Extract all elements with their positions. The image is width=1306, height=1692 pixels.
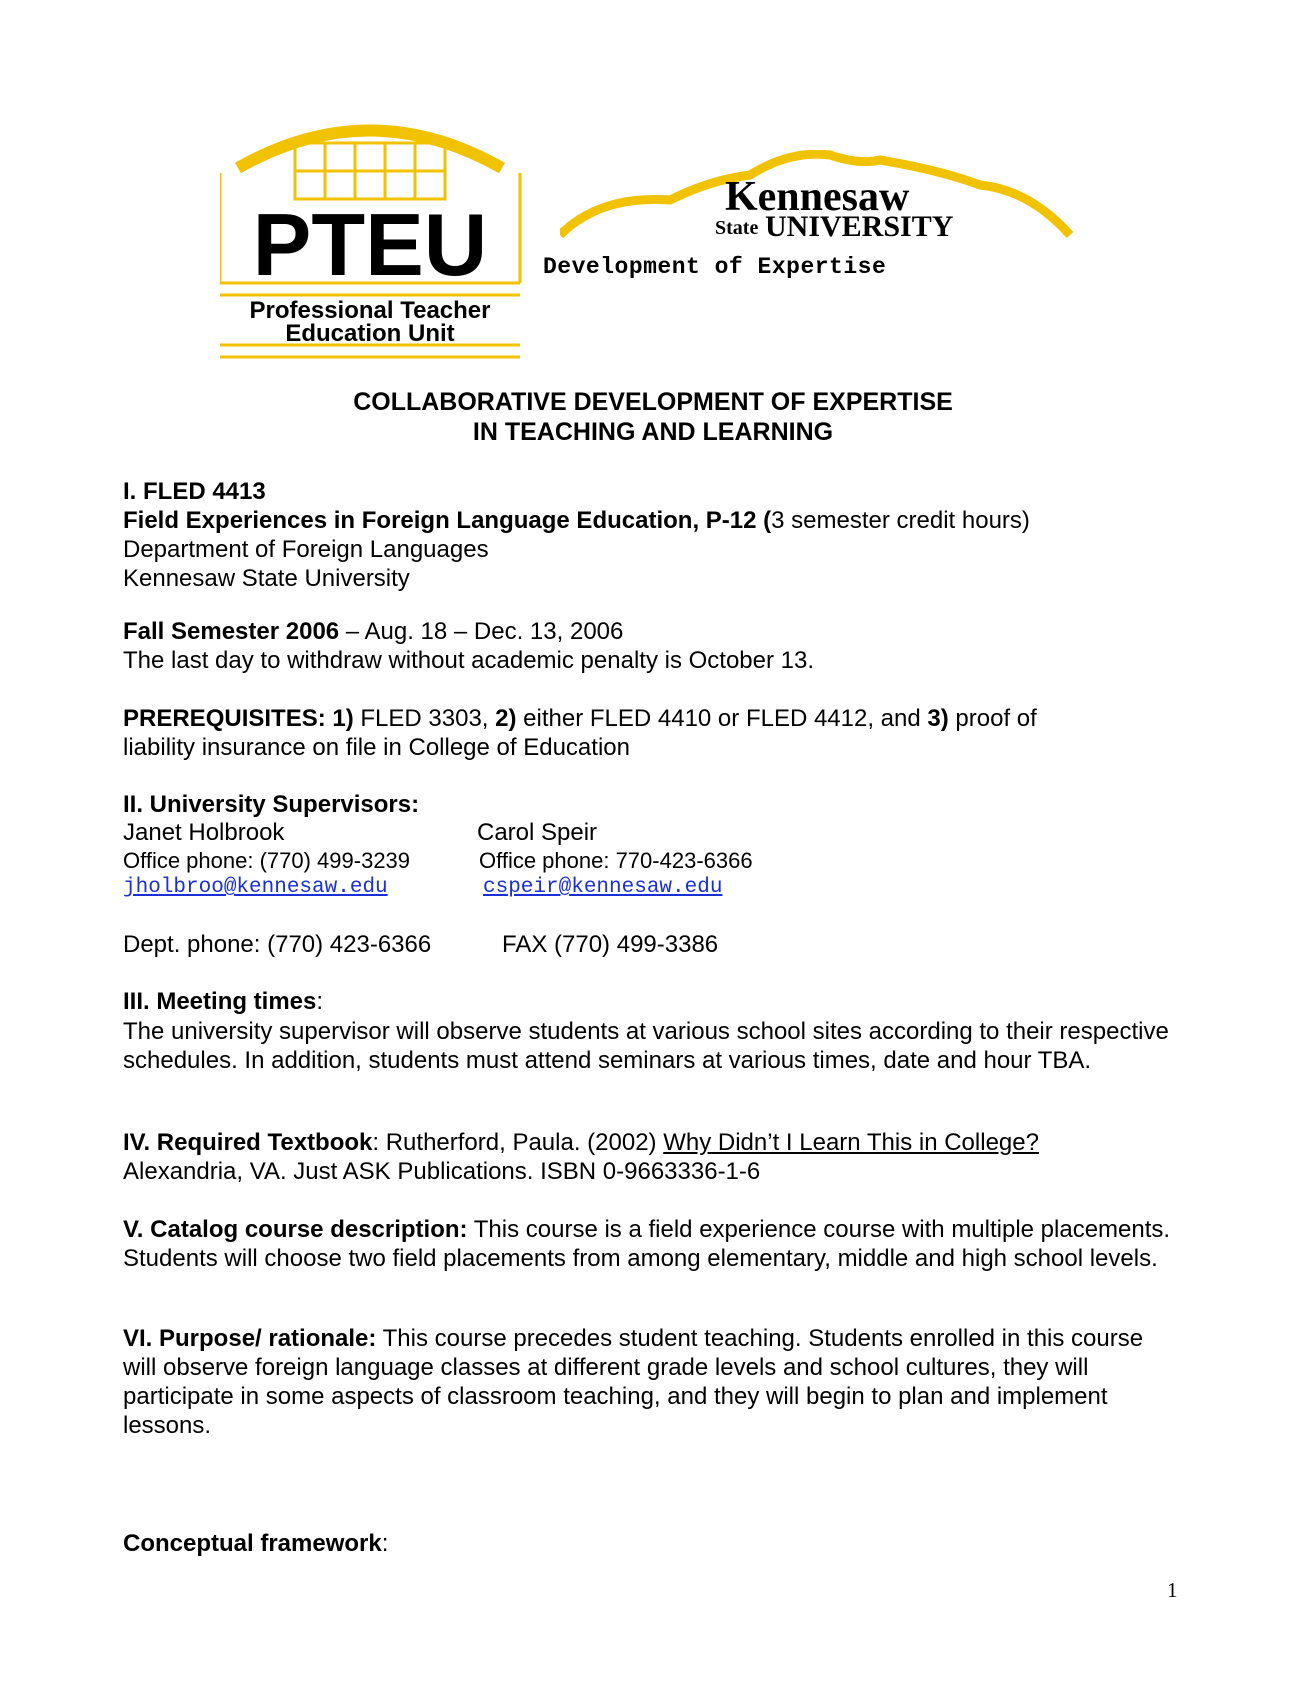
meeting-heading: III. Meeting times — [123, 988, 317, 1015]
textbook-heading: IV. Required Textbook — [123, 1129, 373, 1156]
supervisor2-name: Carol Speir — [477, 819, 598, 846]
textbook-line1 — [123, 1128, 1039, 1158]
purpose-heading: VI. Purpose/ rationale: — [123, 1325, 377, 1352]
prereq-item1: FLED 3303, — [353, 705, 496, 732]
pteu-acronym: PTEU — [252, 195, 488, 294]
pteu-line2: Education Unit — [285, 320, 455, 347]
prereq-label: PREREQUISITES: 1) — [123, 705, 354, 732]
course-number: I. FLED 4413 — [123, 478, 266, 505]
page-number: 1 — [1167, 1578, 1178, 1602]
framework-colon: : — [381, 1530, 389, 1557]
course-name: Field Experiences in Foreign Language Education, P-12 ( — [123, 507, 772, 534]
meeting-colon: : — [316, 988, 324, 1015]
semester-label: Fall Semester 2006 — [123, 618, 340, 645]
university: Kennesaw State University — [123, 565, 410, 592]
supervisors-heading: II. University Supervisors: — [123, 791, 420, 818]
pteu-line1: Professional Teacher — [249, 297, 491, 324]
purpose-rationale — [123, 1324, 1183, 1440]
supervisor2-phone: Office phone: 770-423-6366 — [479, 848, 753, 873]
catalog-description — [123, 1215, 1183, 1273]
purpose-body: This course precedes student teaching. Students enrolled in this course will observe foreign language classes at different grade levels and school cultures, they will participate in some aspects of classroom teaching, and they will begin to plan and implement lessons. — [123, 1325, 1144, 1439]
prereq-line1 — [123, 704, 1037, 734]
ksu-university: UNIVERSITY — [765, 210, 954, 243]
supervisor2-email-link[interactable]: cspeir@kennesaw.edu — [483, 876, 723, 899]
doc-title-line1: COLLABORATIVE DEVELOPMENT OF EXPERTISE — [353, 388, 953, 416]
pteu-logo — [220, 113, 530, 373]
meeting-heading-line — [123, 987, 323, 1017]
catalog-body: This course is a field experience course with multiple placements. Students will choose two field placements from among elementary, middle and high school levels. — [123, 1216, 1171, 1272]
department: Department of Foreign Languages — [123, 536, 489, 563]
prereq-num3: 3) — [927, 705, 949, 732]
fax-number: FAX (770) 499-3386 — [502, 931, 719, 958]
textbook-title: Why Didn’t I Learn This in College? — [663, 1129, 1039, 1156]
prereq-item3: proof of — [948, 705, 1037, 732]
semester-dates: – Aug. 18 – Dec. 13, 2006 — [339, 618, 624, 645]
prereq-item2: either FLED 4410 or FLED 4412, and — [516, 705, 928, 732]
meeting-body: The university supervisor will observe students at various school sites according to their respective schedules. In addition, students must attend seminars at various times, date and hour TBA. — [123, 1018, 1169, 1074]
supervisor1-phone: Office phone: (770) 499-3239 — [123, 848, 411, 873]
semester-line — [123, 617, 623, 647]
framework-line — [123, 1529, 388, 1559]
course-credits: 3 semester credit hours) — [771, 507, 1030, 534]
framework-heading: Conceptual framework — [123, 1530, 382, 1557]
supervisor1-email-link[interactable]: jholbroo@kennesaw.edu — [123, 876, 388, 899]
withdraw-note: The last day to withdraw without academic penalty is October 13. — [123, 647, 815, 674]
course-title-line — [123, 506, 1030, 536]
ksu-state: State — [715, 217, 759, 239]
textbook-line2: Alexandria, VA. Just ASK Publications. ISBN 0-9663336-1-6 — [123, 1158, 761, 1185]
ksu-name: Kennesaw — [725, 174, 910, 220]
prereq-line2: liability insurance on file in College of Education — [123, 734, 630, 761]
logo-tagline: Development of Expertise — [543, 254, 887, 280]
doc-title-line2: IN TEACHING AND LEARNING — [472, 418, 834, 446]
prereq-num2: 2) — [495, 705, 517, 732]
catalog-heading: V. Catalog course description: — [123, 1216, 468, 1243]
dept-phone: Dept. phone: (770) 423-6366 — [123, 931, 432, 958]
textbook-author: : Rutherford, Paula. (2002) — [372, 1129, 664, 1156]
supervisor1-name: Janet Holbrook — [123, 819, 285, 846]
ksu-logo — [560, 150, 1090, 270]
